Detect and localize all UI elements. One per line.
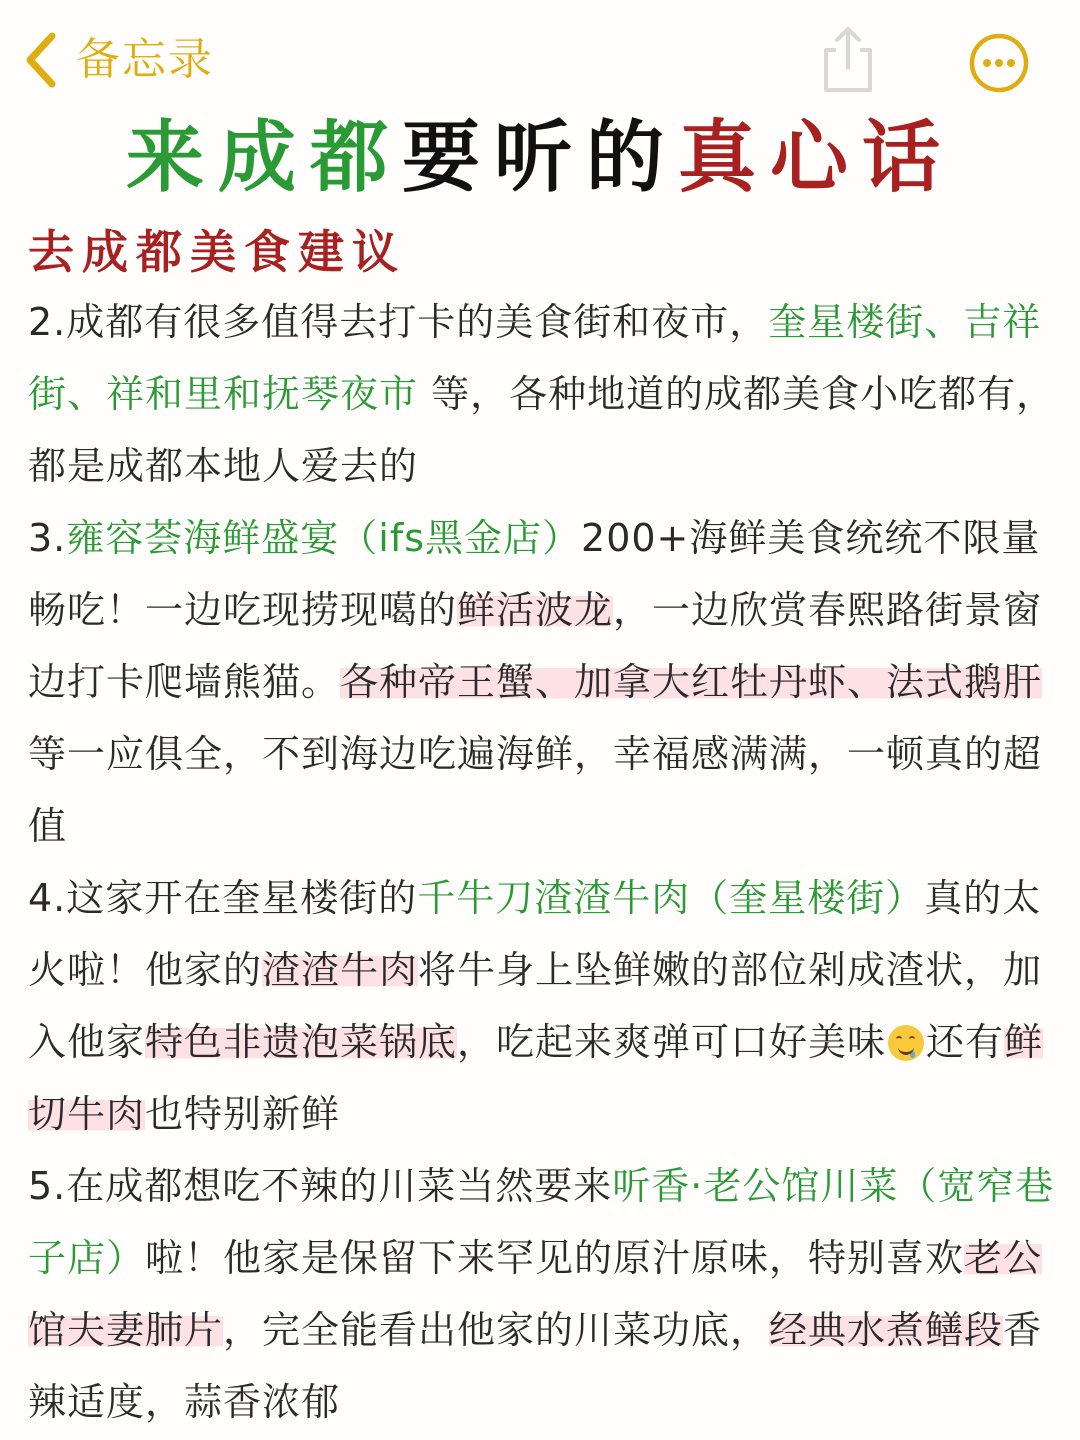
dish-highlight: 特色非遗泡菜锅底	[145, 1020, 458, 1064]
text-span: 啦！他家是保留下来罕见的原汁原味，特别喜欢	[145, 1236, 965, 1280]
dish-highlight: 渣渣牛肉	[262, 948, 419, 992]
title-part-2: 要听的	[401, 113, 678, 203]
text-span: 香辣适度，蒜香浓郁	[28, 1308, 1043, 1424]
text-span: 4.这家开在奎星楼街的	[28, 876, 418, 920]
dish-highlight: 老公馆夫妻肺片	[28, 1236, 1043, 1352]
text-span: ，完全能看出他家的川菜功底，	[223, 1308, 770, 1352]
text-span: 200+海鲜美食统统不限量畅吃！一边吃现捞现噶的	[28, 516, 1041, 632]
text-span: ，吃起来爽弹可口好美味	[457, 1020, 887, 1064]
title-part-3: 真心话	[678, 113, 955, 203]
share-icon	[818, 81, 878, 100]
text-span: ，一边欣赏春熙路街景窗边打卡爬墙熊猫。	[28, 588, 1043, 704]
note-title	[0, 108, 1080, 208]
dish-highlight: 各种帝王蟹、加拿大红牡丹虾、法式鹅肝	[340, 660, 1043, 704]
dish-highlight: 鲜切牛肉	[28, 1020, 1044, 1136]
paragraph-3	[28, 502, 1058, 862]
restaurant-name: 雍容荟海鲜盛宴（ifs黑金店）	[66, 516, 582, 560]
text-span: 真的太火啦！他家的	[28, 876, 1042, 992]
text-span: 2.成都有很多值得去打卡的美食街和夜市，	[28, 300, 769, 344]
back-button[interactable]	[22, 28, 214, 92]
paragraph-5	[28, 1150, 1058, 1438]
chevron-left-icon	[22, 28, 58, 92]
text-span: 5.在成都想吃不辣的川菜当然要来	[28, 1164, 613, 1208]
restaurant-name: 听香·老公馆川菜（宽窄巷子店）	[28, 1164, 1055, 1280]
section-heading: 去成都美食建议	[28, 225, 406, 279]
back-label: 备忘录	[76, 34, 214, 85]
nav-bar	[0, 0, 1080, 118]
more-icon	[968, 79, 1030, 98]
text-span: 将牛身上坠鲜嫩的部位剁成渣状，加入他家	[28, 948, 1043, 1064]
text-span: 等，各种地道的成都美食小吃都有，都是成都本地人爱去的	[28, 372, 1056, 488]
restaurant-name: 千牛刀渣渣牛肉（奎星楼街）	[417, 876, 925, 920]
note-body	[28, 286, 1058, 1438]
paragraph-2	[28, 286, 1058, 502]
text-span: 等一应俱全，不到海边吃遍海鲜，幸福感满满，一顿真的超值	[28, 732, 1043, 848]
share-button[interactable]	[818, 24, 878, 100]
paragraph-4	[28, 862, 1058, 1150]
text-span: 还有	[926, 1020, 1005, 1064]
drooling-face-icon	[888, 1025, 924, 1061]
text-span: 3.	[28, 516, 67, 560]
food-street-names: 奎星楼街、吉祥街、祥和里和抚琴夜市	[28, 300, 1042, 416]
dish-highlight: 鲜活波龙	[457, 588, 614, 632]
text-span: 也特别新鲜	[145, 1092, 341, 1136]
dish-highlight: 经典水煮鳝段	[769, 1308, 1004, 1352]
title-part-1: 来成都	[125, 113, 402, 203]
more-button[interactable]	[968, 32, 1030, 98]
